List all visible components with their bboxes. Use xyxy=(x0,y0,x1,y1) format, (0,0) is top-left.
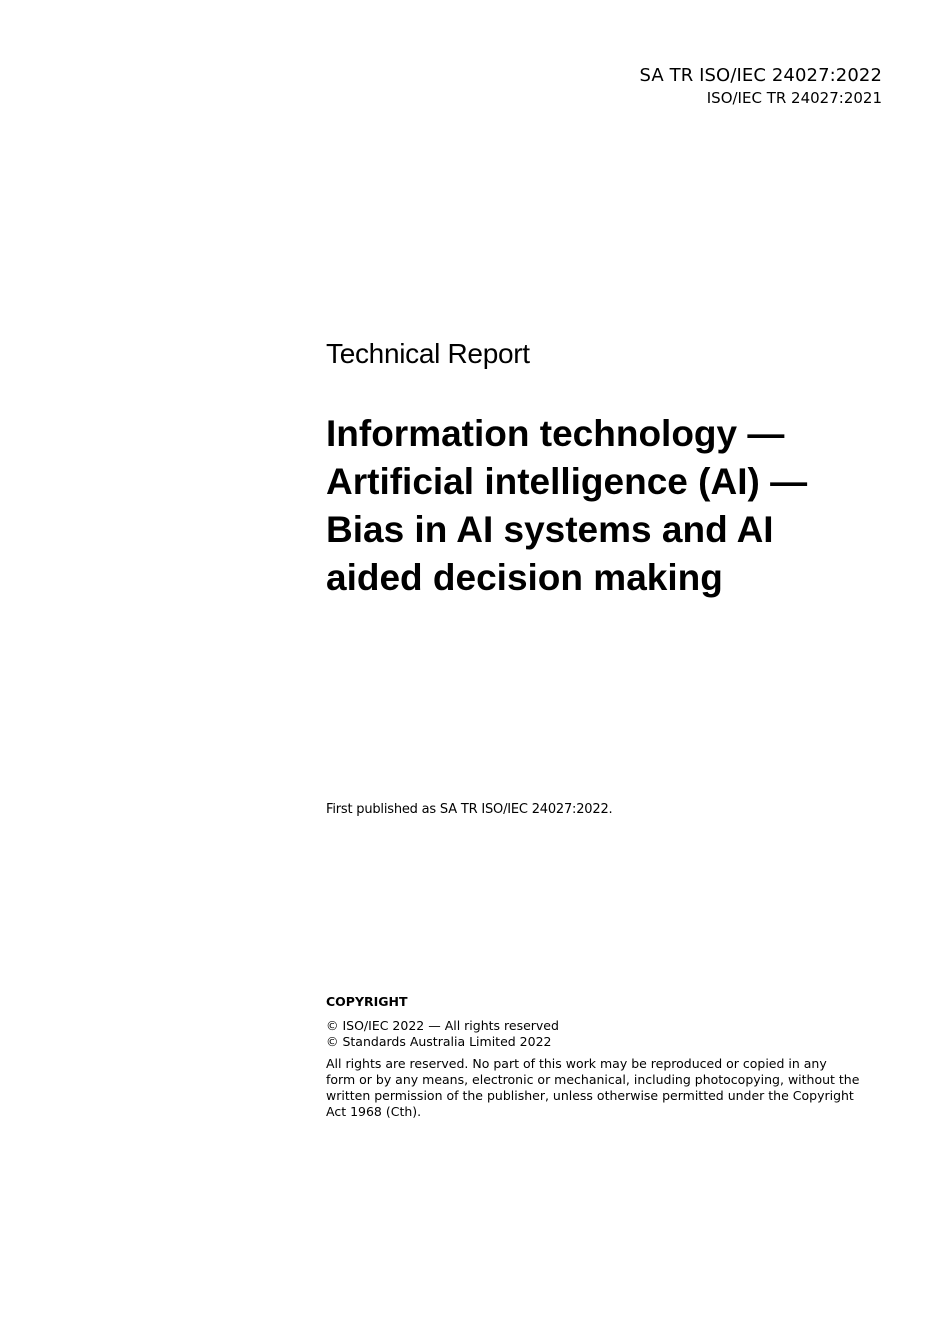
rights-line: form or by any means, electronic or mechanical, including photocopying, without the xyxy=(326,1072,860,1087)
rights-line: All rights are reserved. No part of this work may be reproduced or copied in any xyxy=(326,1056,827,1071)
copyright-line-iso: © ISO/IEC 2022 — All rights reserved xyxy=(326,1018,559,1033)
iso-id: ISO/IEC TR 24027:2021 xyxy=(706,89,882,107)
title-line: Information technology — xyxy=(326,413,785,454)
copyright-heading: COPYRIGHT xyxy=(326,994,408,1009)
document-identifiers xyxy=(640,64,883,108)
rights-line: written permission of the publisher, unless otherwise permitted under the Copyright xyxy=(326,1088,854,1103)
document-title xyxy=(326,410,886,602)
rights-statement xyxy=(326,1056,866,1120)
report-type: Technical Report xyxy=(326,338,530,369)
first-published-note: First published as SA TR ISO/IEC 24027:2022. xyxy=(326,802,613,817)
title-line: aided decision making xyxy=(326,557,723,598)
copyright-block xyxy=(326,993,866,1120)
standard-id: SA TR ISO/IEC 24027:2022 xyxy=(639,65,882,86)
title-line: Artificial intelligence (AI) — xyxy=(326,461,808,502)
rights-line: Act 1968 (Cth). xyxy=(326,1104,422,1119)
title-line: Bias in AI systems and AI xyxy=(326,509,774,550)
copyright-line-sa: © Standards Australia Limited 2022 xyxy=(326,1034,552,1049)
